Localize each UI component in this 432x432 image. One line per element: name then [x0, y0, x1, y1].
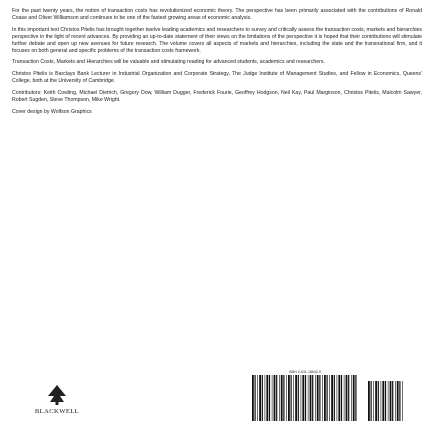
blackwell-tree-icon	[45, 384, 69, 406]
barcode-bar	[388, 381, 389, 421]
barcode-bar	[298, 375, 299, 421]
contributors-paragraph: Contributors: Keith Cowling, Michael Dietrich, Gregory Dow, William Dugger, Frederick Fourie, Geoffrey Hodgson, Neil Kay, Paul Marginson, Christos Pitelis, Malcolm Sawyer, Robert Sugden, Steve Thompson, Mike Wright.	[12, 90, 422, 104]
barcode-bar	[317, 375, 319, 421]
isbn-label: ISBN 0-631-18642-X	[288, 370, 322, 374]
barcode-bar	[355, 375, 356, 421]
barcode-bar	[348, 375, 349, 421]
barcode-bar	[382, 381, 384, 421]
barcode-bar	[329, 375, 330, 421]
publisher-logo	[22, 384, 92, 415]
barcode-bar	[371, 381, 372, 421]
barcode-bar	[310, 375, 312, 421]
barcode-bar	[308, 375, 309, 421]
barcode-bar	[392, 381, 393, 421]
barcode-bar	[338, 375, 340, 421]
barcode-bar	[327, 375, 328, 421]
barcode-bar	[324, 375, 326, 421]
isbn-barcode	[250, 375, 360, 421]
description-paragraph: In this important text Christos Pitelis has brought together twelve leading academics and researchers to survey and critically assess the transaction costs, markets and hierarchies perspective in the light of recent advances. By providing an up-to-date statement of their views on the limitations of the perspective it is hoped that their contributions will stimulate further debate and open up new avenues for future research. The volume covers all aspects of markets and hierarchies, including the state and the transnational firm, and it focuses on both general and specific problems of the transaction costs framework.	[12, 26, 422, 54]
barcode-bar	[269, 375, 270, 421]
barcode-bar	[286, 375, 287, 421]
barcode-bar	[322, 375, 323, 421]
intro-paragraph: For the past twenty years, the notion of transaction costs has revolutionized economic theory. The perspective has been primarily associated with the contributions of Ronald Coase and Oliver Williamson and continues to be one of the fastest growing areas of economic analysis.	[12, 8, 422, 21]
barcode-bar	[305, 375, 306, 421]
editor-bio-paragraph: Christos Pitelis is Barclays Bank Lecturer in Industrial Organization and Corporate Strategy, The Judge Institute of Management Studies, and Fellow in Economics, Queens' College, both at the University of Cambridge.	[12, 71, 422, 85]
cover-credit: Cover design by Wolfson Graphics	[12, 108, 92, 115]
barcode-bar	[334, 375, 335, 421]
barcode-bar	[315, 375, 316, 421]
barcode-bar	[295, 375, 297, 421]
barcode-bar	[302, 375, 304, 421]
barcode-bar	[337, 375, 338, 421]
barcode-bar	[395, 381, 396, 421]
barcode-bar	[390, 381, 392, 421]
barcode-bar	[353, 375, 355, 421]
barcode-bar	[399, 381, 400, 421]
barcode-bar	[283, 375, 284, 421]
barcode-bar	[368, 381, 370, 421]
barcode-bar	[301, 375, 302, 421]
barcode-bar	[257, 375, 258, 421]
barcode-bar	[252, 375, 254, 421]
barcode-bar	[291, 375, 292, 421]
barcode-area	[250, 370, 420, 426]
barcode-bar	[378, 381, 379, 421]
barcode-bar	[276, 375, 277, 421]
barcode-bar	[397, 381, 399, 421]
barcode-bar	[288, 375, 290, 421]
barcode-bar	[274, 375, 276, 421]
barcode-bar	[262, 375, 263, 421]
barcode-bar	[341, 375, 342, 421]
barcode-bar	[281, 375, 283, 421]
barcode-bar	[272, 375, 273, 421]
barcode-bar	[312, 375, 313, 421]
barcode-bar	[319, 375, 320, 421]
barcode-bar	[266, 375, 268, 421]
audience-paragraph: Transaction Costs, Markets and Hierarchies will be valuable and stimulating reading for advanced students, academics and researchers.	[12, 59, 325, 66]
barcode-bar	[402, 381, 403, 421]
barcode-bar	[265, 375, 266, 421]
barcode-bar	[331, 375, 333, 421]
barcode-bar	[385, 381, 386, 421]
price-barcode	[366, 381, 406, 421]
barcode-bar	[346, 375, 348, 421]
barcode-bar	[381, 381, 382, 421]
publisher-name: BLACKWELL	[34, 408, 80, 415]
barcode-bar	[344, 375, 345, 421]
barcode-bar	[255, 375, 256, 421]
footer-area	[0, 356, 432, 432]
barcode-bar	[373, 381, 374, 421]
barcode-bar	[293, 375, 294, 421]
barcode-bar	[375, 381, 377, 421]
barcode-bar	[351, 375, 352, 421]
barcode-bar	[259, 375, 261, 421]
barcode-bar	[279, 375, 280, 421]
